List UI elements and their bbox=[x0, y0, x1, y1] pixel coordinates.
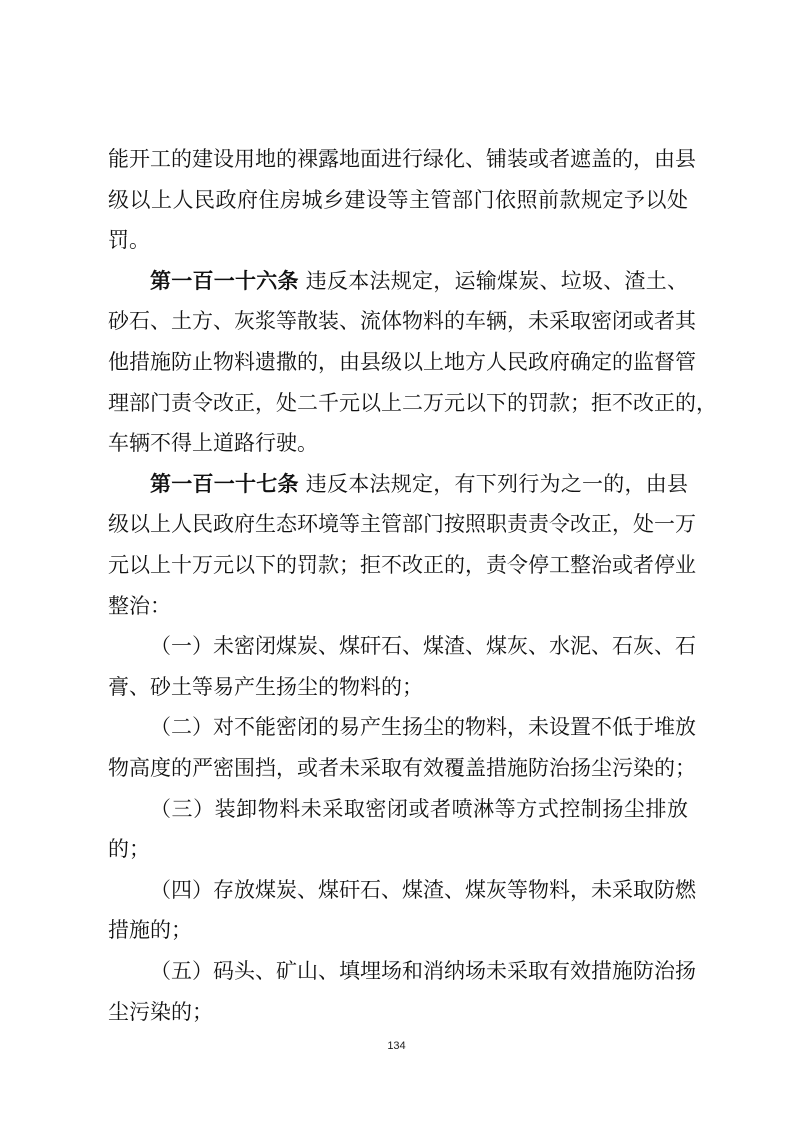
item-1-line: （一）未密闭煤炭、煤矸石、煤渣、煤灰、水泥、石灰、石 bbox=[150, 634, 696, 659]
text-line: 级以上人民政府生态环境等主管部门按照职责责令改正，处一万 bbox=[108, 512, 696, 537]
item-3-line: （三）装卸物料未采取密闭或者喷淋等方式控制扬尘排放 bbox=[150, 796, 688, 821]
text-line: 理部门责令改正，处二千元以上二万元以下的罚款；拒不改正的， bbox=[108, 390, 717, 415]
text-line: 整治： bbox=[108, 593, 171, 618]
text-line: 罚。 bbox=[108, 228, 150, 253]
text-line: 能开工的建设用地的裸露地面进行绿化、铺装或者遮盖的，由县 bbox=[108, 147, 696, 171]
article-116-first-line: 第一百一十六条 违反本法规定，运输煤炭、垃圾、渣土、 bbox=[150, 268, 689, 293]
text-line: 膏、砂土等易产生扬尘的物料的； bbox=[108, 674, 423, 699]
text-line: 物高度的严密围挡，或者未采取有效覆盖措施防治扬尘污染的； bbox=[108, 756, 696, 780]
text-line: 他措施防止物料遗撒的，由县级以上地方人民政府确定的监督管 bbox=[108, 350, 696, 374]
text-line: 措施的； bbox=[108, 918, 192, 943]
item-5-line: （五）码头、矿山、填埋场和消纳场未采取有效措施防治扬 bbox=[150, 959, 696, 983]
text-line: 车辆不得上道路行驶。 bbox=[108, 431, 318, 456]
text-line: 的； bbox=[108, 837, 150, 862]
text-line: 元以上十万元以下的罚款；拒不改正的，责令停工整治或者停业 bbox=[108, 553, 696, 577]
text-line: 砂石、土方、灰浆等散装、流体物料的车辆，未采取密闭或者其 bbox=[108, 309, 696, 334]
page-number: 134 bbox=[387, 1040, 406, 1052]
article-heading: 第一百一十七条 bbox=[150, 471, 299, 496]
item-2-line: （二）对不能密闭的易产生扬尘的物料，未设置不低于堆放 bbox=[150, 715, 696, 740]
item-4-line: （四）存放煤炭、煤矸石、煤渣、煤灰等物料，未采取防燃 bbox=[150, 877, 696, 902]
article-117-first-line: 第一百一十七条 违反本法规定，有下列行为之一的，由县 bbox=[150, 471, 689, 496]
text-line: 级以上人民政府住房城乡建设等主管部门依照前款规定予以处 bbox=[108, 187, 688, 212]
article-heading: 第一百一十六条 bbox=[150, 268, 299, 293]
text-line: 尘污染的； bbox=[108, 999, 213, 1024]
